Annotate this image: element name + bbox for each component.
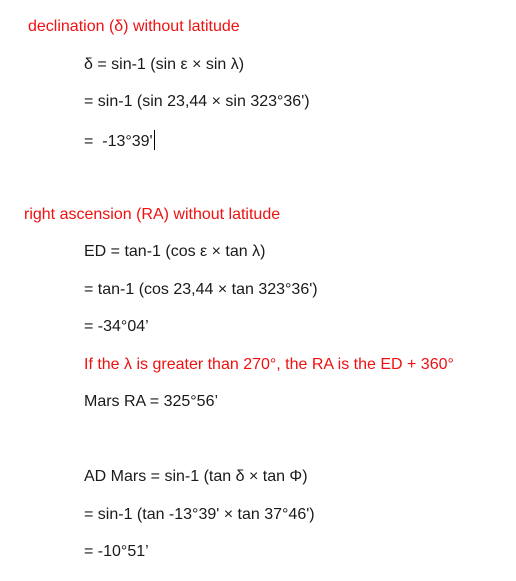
right-ascension-result: = -34°04’ <box>84 318 149 335</box>
right-ascension-substitution: = tan-1 (cos 23,44 × tan 323°36') <box>84 281 318 298</box>
text-cursor <box>154 130 155 150</box>
right-ascension-formula: ED = tan-1 (cos ε × tan λ) <box>84 243 266 260</box>
declination-substitution: = sin-1 (sin 23,44 × sin 323°36') <box>84 93 310 110</box>
declination-heading: declination (δ) without latitude <box>28 18 240 35</box>
declination-formula: δ = sin-1 (sin ε × sin λ) <box>84 56 245 73</box>
declination-result: = -13°39' <box>84 133 153 150</box>
declination-result-line[interactable] <box>84 130 155 152</box>
ad-mars-substitution: = sin-1 (tan -13°39' × tan 37°46') <box>84 506 315 523</box>
ad-mars-formula: AD Mars = sin-1 (tan δ × tan Φ) <box>84 468 308 485</box>
right-ascension-heading: right ascension (RA) without latitude <box>24 206 281 223</box>
mars-ra-value: Mars RA = 325°56’ <box>84 393 219 410</box>
ad-mars-result: = -10°51’ <box>84 543 149 560</box>
right-ascension-rule-note: If the λ is greater than 270°, the RA is the ED + 360° <box>84 356 454 373</box>
